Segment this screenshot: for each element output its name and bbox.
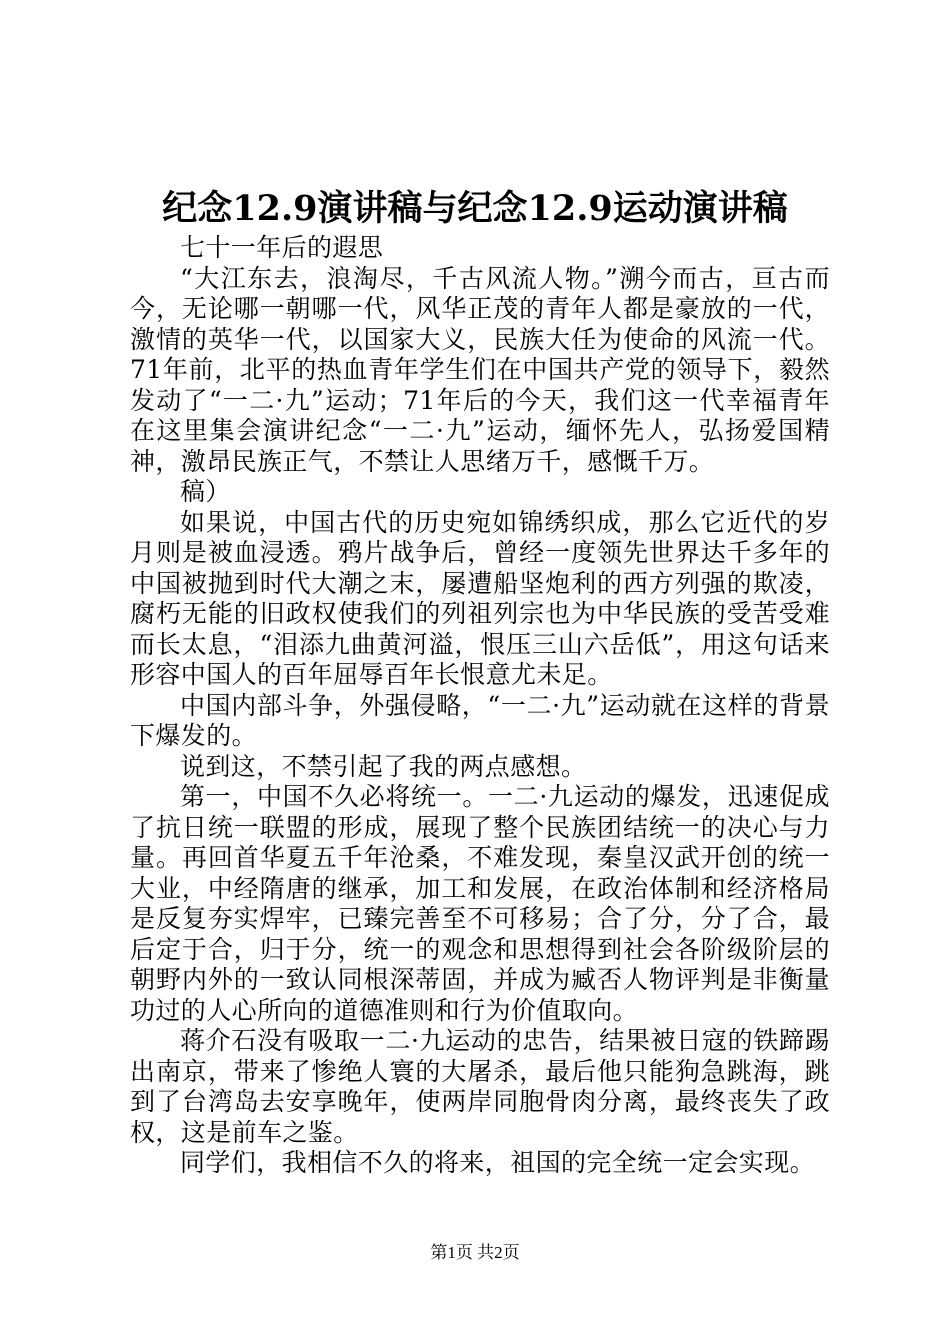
paragraph-subtitle: 七十一年后的遐思 bbox=[180, 233, 384, 262]
paragraph: 稿） bbox=[180, 477, 231, 506]
paragraph: 第一，中国不久必将统一。一二·九运动的爆发，迅速促成了抗日统一联盟的形成，展现了整个民族团结统一的决心与力量。再回首华夏五千年沧桑，不难发现，秦皇汉武开创的统一大业，中经隋唐的继承，加工和发展，在政治体制和经济格局是反复夯实焊牢，已臻完善至不可移易；合了分，分了合，最后定于合，归于分，统一的观念和思想得到社会各阶级阶层的朝野内外的一致认同根深蒂固，并成为臧否人物评判是非衡量功过的人心所向的道德准则和行为价值取向。 bbox=[130, 782, 830, 1025]
paragraph: “大江东去，浪淘尽，千古风流人物。”溯今而古，亘古而今，无论哪一朝哪一代，风华正茂的青年人都是豪放的一代，激情的英华一代，以国家大义，民族大任为使命的风流一代。71年前，北平的热血青年学生们在中国共产党的领导下，毅然发动了“一二·九”运动；71年后的今天，我们这一代幸福青年在这里集会演讲纪念“一二·九”运动，缅怀先人，弘扬爱国精神，激昂民族正气，不禁让人思绪万千，感慨千万。 bbox=[130, 263, 830, 476]
page-footer: 第1页 共2页 bbox=[430, 1243, 520, 1262]
paragraph: 蒋介石没有吸取一二·九运动的忠告，结果被日寇的铁蹄踢出南京，带来了惨绝人寰的大屠杀，最后他只能狗急跳海，跳到了台湾岛去安享晚年，使两岸同胞骨肉分离，最终丧失了政权，这是前车之鉴。 bbox=[130, 1026, 830, 1147]
paragraph: 中国内部斗争，外强侵略，“一二·九”运动就在这样的背景下爆发的。 bbox=[130, 690, 830, 750]
document-title: 纪念12.9演讲稿与纪念12.9运动演讲稿 bbox=[162, 188, 788, 229]
paragraph: 说到这，不禁引起了我的两点感想。 bbox=[180, 751, 587, 781]
document-body bbox=[130, 233, 830, 1179]
paragraph: 如果说，中国古代的历史宛如锦绣织成，那么它近代的岁月则是被血浸透。鸦片战争后，曾经一度领先世界达千多年的中国被抛到时代大潮之末，屡遭船坚炮利的西方列强的欺凌，腐朽无能的旧政权使我们的列祖列宗也为中华民族的受苦受难而长太息，“泪添九曲黄河溢，恨压三山六岳低”，用这句话来形容中国人的百年屈辱百年长恨意尤未足。 bbox=[130, 507, 830, 689]
paragraph: 同学们，我相信不久的将来，祖国的完全统一定会实现。 bbox=[180, 1148, 816, 1177]
